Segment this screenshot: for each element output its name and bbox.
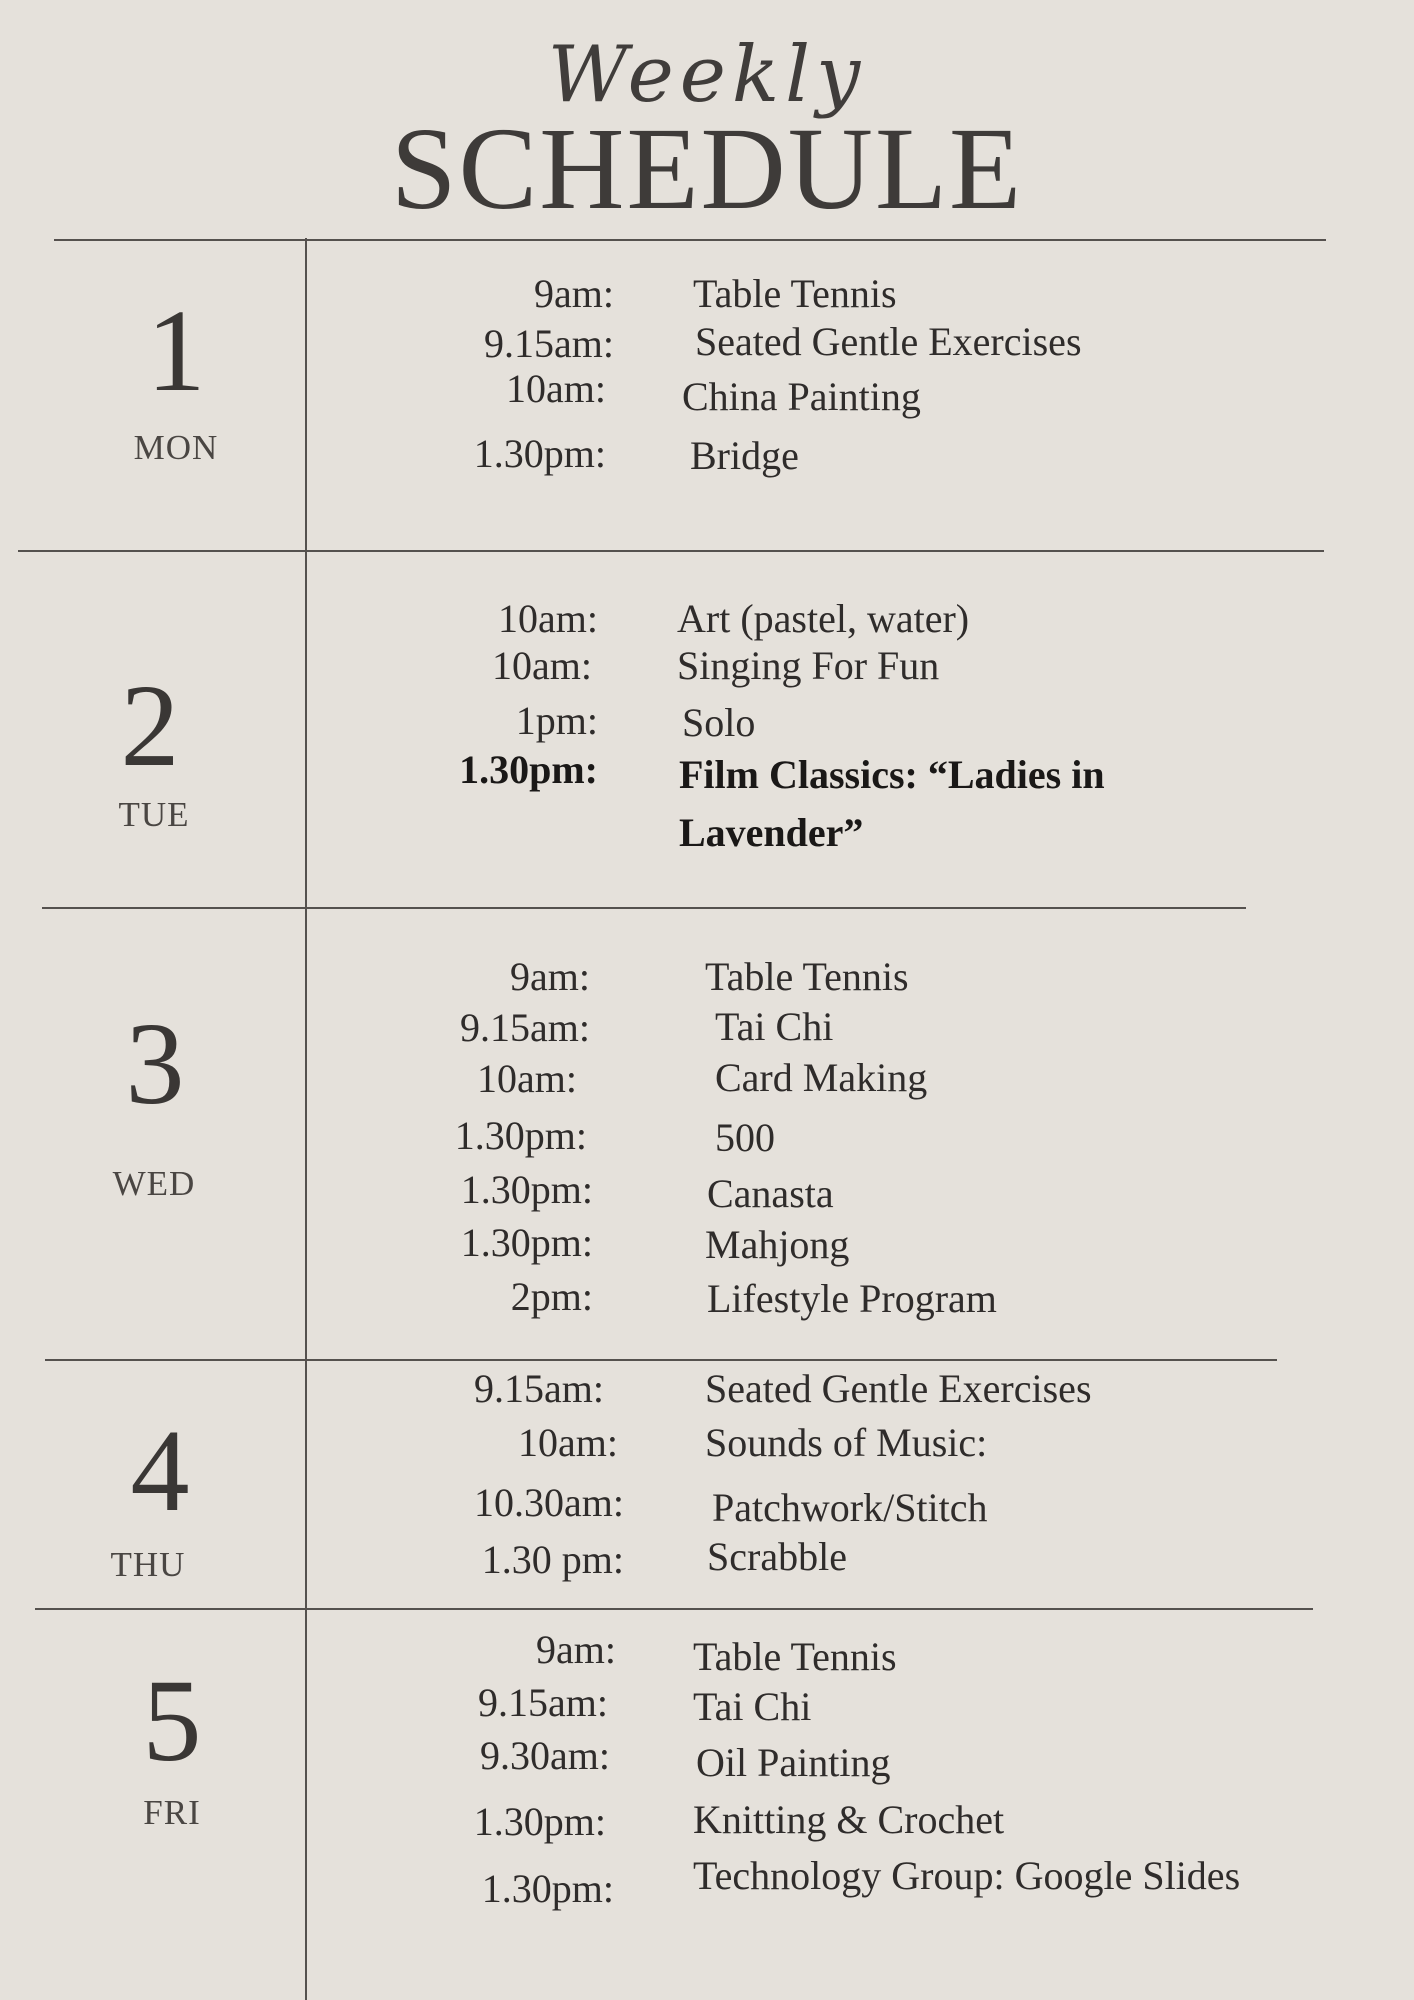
- divider-wed-thu: [45, 1359, 1277, 1361]
- day-label: THU: [110, 1545, 186, 1584]
- event-time: 1.30 pm:: [481, 1537, 624, 1582]
- event-time: 1pm:: [515, 698, 598, 743]
- event-name: 500: [715, 1115, 775, 1160]
- event-name: Table Tennis: [693, 1634, 897, 1679]
- event-name: Knitting & Crochet: [693, 1797, 1005, 1842]
- event-time: 9am:: [536, 1627, 616, 1672]
- day-number: 2: [120, 660, 180, 791]
- title-script: Weekly: [547, 30, 867, 120]
- day-label: WED: [112, 1164, 196, 1203]
- event-name: Technology Group: Google Slides: [693, 1853, 1241, 1898]
- event-time: 1.30pm:: [473, 431, 606, 476]
- event-time: 9.15am:: [460, 1005, 590, 1050]
- event-name: Sounds of Music:: [705, 1420, 988, 1465]
- event-name: Bridge: [690, 433, 799, 478]
- divider-top: [54, 239, 1326, 241]
- event-time: 9.15am:: [474, 1366, 604, 1411]
- divider-tue-wed: [42, 907, 1246, 909]
- event-time: 9.30am:: [480, 1733, 610, 1778]
- event-name: China Painting: [682, 374, 921, 419]
- event-name: Film Classics: “Ladies in Lavender”: [679, 752, 1105, 855]
- event-time: 1.30pm:: [460, 1167, 593, 1212]
- day-number: 4: [130, 1405, 190, 1536]
- day-number: 5: [142, 1655, 202, 1786]
- event-name: Solo: [682, 700, 756, 745]
- divider-thu-fri: [35, 1608, 1313, 1610]
- event-name: Scrabble: [707, 1534, 847, 1579]
- event-time: 1.30pm:: [460, 1220, 593, 1265]
- event-time: 10am:: [506, 366, 606, 411]
- event-time: 1.30pm:: [473, 1799, 606, 1844]
- event-name: Tai Chi: [693, 1684, 812, 1729]
- event-time: 10am:: [477, 1056, 577, 1101]
- event-name: Table Tennis: [705, 954, 909, 999]
- event-name: Seated Gentle Exercises: [705, 1366, 1092, 1411]
- event-name: Canasta: [707, 1171, 834, 1216]
- event-name: Art (pastel, water): [677, 596, 970, 641]
- event-time: 10am:: [492, 643, 592, 688]
- event-time: 1.30pm:: [459, 747, 598, 792]
- event-time: 9am:: [534, 271, 614, 316]
- event-time: 10am:: [498, 596, 598, 641]
- day-label: MON: [133, 428, 219, 467]
- event-name: Lifestyle Program: [707, 1276, 997, 1321]
- event-name: Tai Chi: [715, 1004, 834, 1049]
- event-time: 10am:: [518, 1420, 618, 1465]
- event-name: Table Tennis: [693, 271, 897, 316]
- day-number: 3: [125, 998, 185, 1129]
- event-name: Seated Gentle Exercises: [695, 319, 1082, 364]
- day-label: FRI: [143, 1793, 201, 1832]
- event-name: Card Making: [715, 1055, 928, 1100]
- event-time: 1.30pm:: [481, 1866, 614, 1911]
- event-time: 9.15am:: [478, 1680, 608, 1725]
- event-name: Patchwork/Stitch: [712, 1485, 988, 1530]
- page-title: SCHEDULE: [390, 103, 1024, 234]
- event-name: Singing For Fun: [677, 643, 940, 688]
- event-time: 1.30pm:: [454, 1113, 587, 1158]
- event-name: Mahjong: [705, 1222, 850, 1267]
- day-number: 1: [146, 285, 206, 416]
- event-time: 10.30am:: [474, 1480, 624, 1525]
- event-name: Oil Painting: [696, 1740, 891, 1785]
- event-time: 9am:: [510, 954, 590, 999]
- divider-mon-tue: [18, 550, 1324, 552]
- day-label: TUE: [118, 795, 190, 834]
- event-time: 9.15am:: [484, 321, 614, 366]
- event-time: 2pm:: [510, 1274, 593, 1319]
